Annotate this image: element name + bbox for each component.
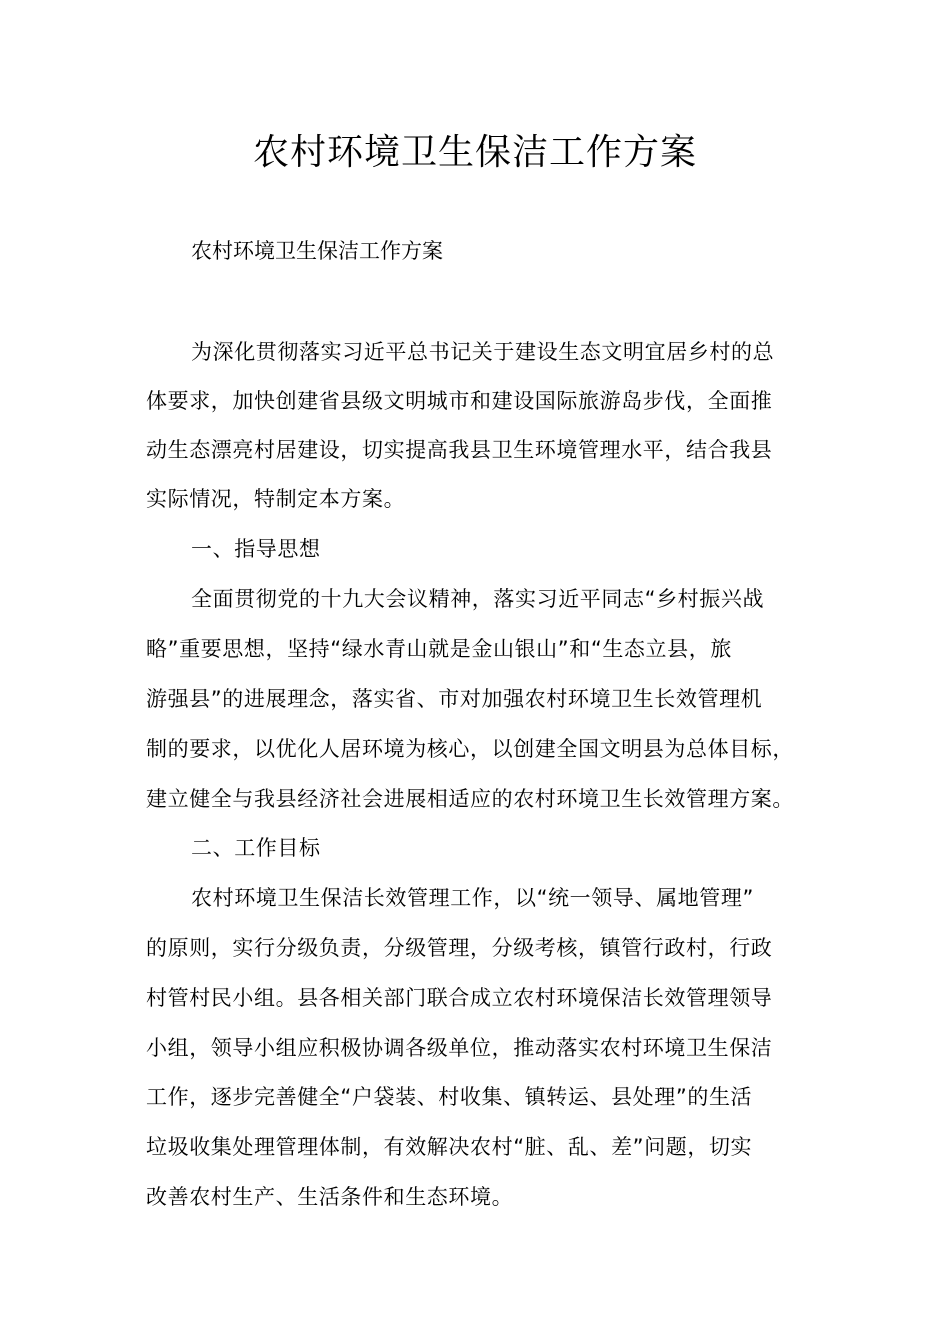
document-subtitle: 农村环境卫生保洁工作方案: [191, 239, 443, 263]
text-line: 的原则，实行分级负责，分级管理，分级考核，镇管行政村，行政: [146, 936, 773, 960]
text-line: 建立健全与我县经济社会进展相适应的农村环境卫生长效管理方案。: [146, 787, 794, 811]
text-line: 为深化贯彻落实习近平总书记关于建设生态文明宜居乡村的总: [191, 340, 775, 364]
text-line: 垃圾收集处理管理体制，有效解决农村“脏、乱、差”问题，切实: [146, 1135, 753, 1159]
text-line: 实际情况，特制定本方案。: [146, 487, 406, 511]
section-heading: 二、工作目标: [191, 836, 321, 860]
text-line: 游强县”的进展理念，落实省、市对加强农村环境卫生长效管理机: [146, 687, 763, 711]
text-line: 村管村民小组。县各相关部门联合成立农村环境保洁长效管理领导: [146, 986, 773, 1010]
document-title: 农村环境卫生保洁工作方案: [252, 132, 697, 173]
text-line: 动生态漂亮村居建设，切实提高我县卫生环境管理水平，结合我县: [146, 438, 773, 462]
text-line: 小组，领导小组应积极协调各级单位，推动落实农村环境卫生保洁: [146, 1036, 773, 1060]
section-heading: 一、指导思想: [191, 537, 321, 561]
text-line: 改善农村生产、生活条件和生态环境。: [146, 1185, 514, 1209]
text-line: 全面贯彻党的十九大会议精神，落实习近平同志“乡村振兴战: [191, 587, 765, 611]
text-line: 略”重要思想，坚持“绿水青山就是金山银山”和“生态立县，旅: [146, 637, 732, 661]
text-line: 体要求，加快创建省县级文明城市和建设国际旅游岛步伐，全面推: [146, 389, 773, 413]
text-line: 工作，逐步完善健全“户袋装、村收集、镇转运、县处理”的生活: [146, 1085, 753, 1109]
text-line: 制的要求，以优化人居环境为核心，以创建全国文明县为总体目标，: [146, 737, 794, 761]
text-line: 农村环境卫生保洁长效管理工作，以“统一领导、属地管理”: [191, 886, 754, 910]
